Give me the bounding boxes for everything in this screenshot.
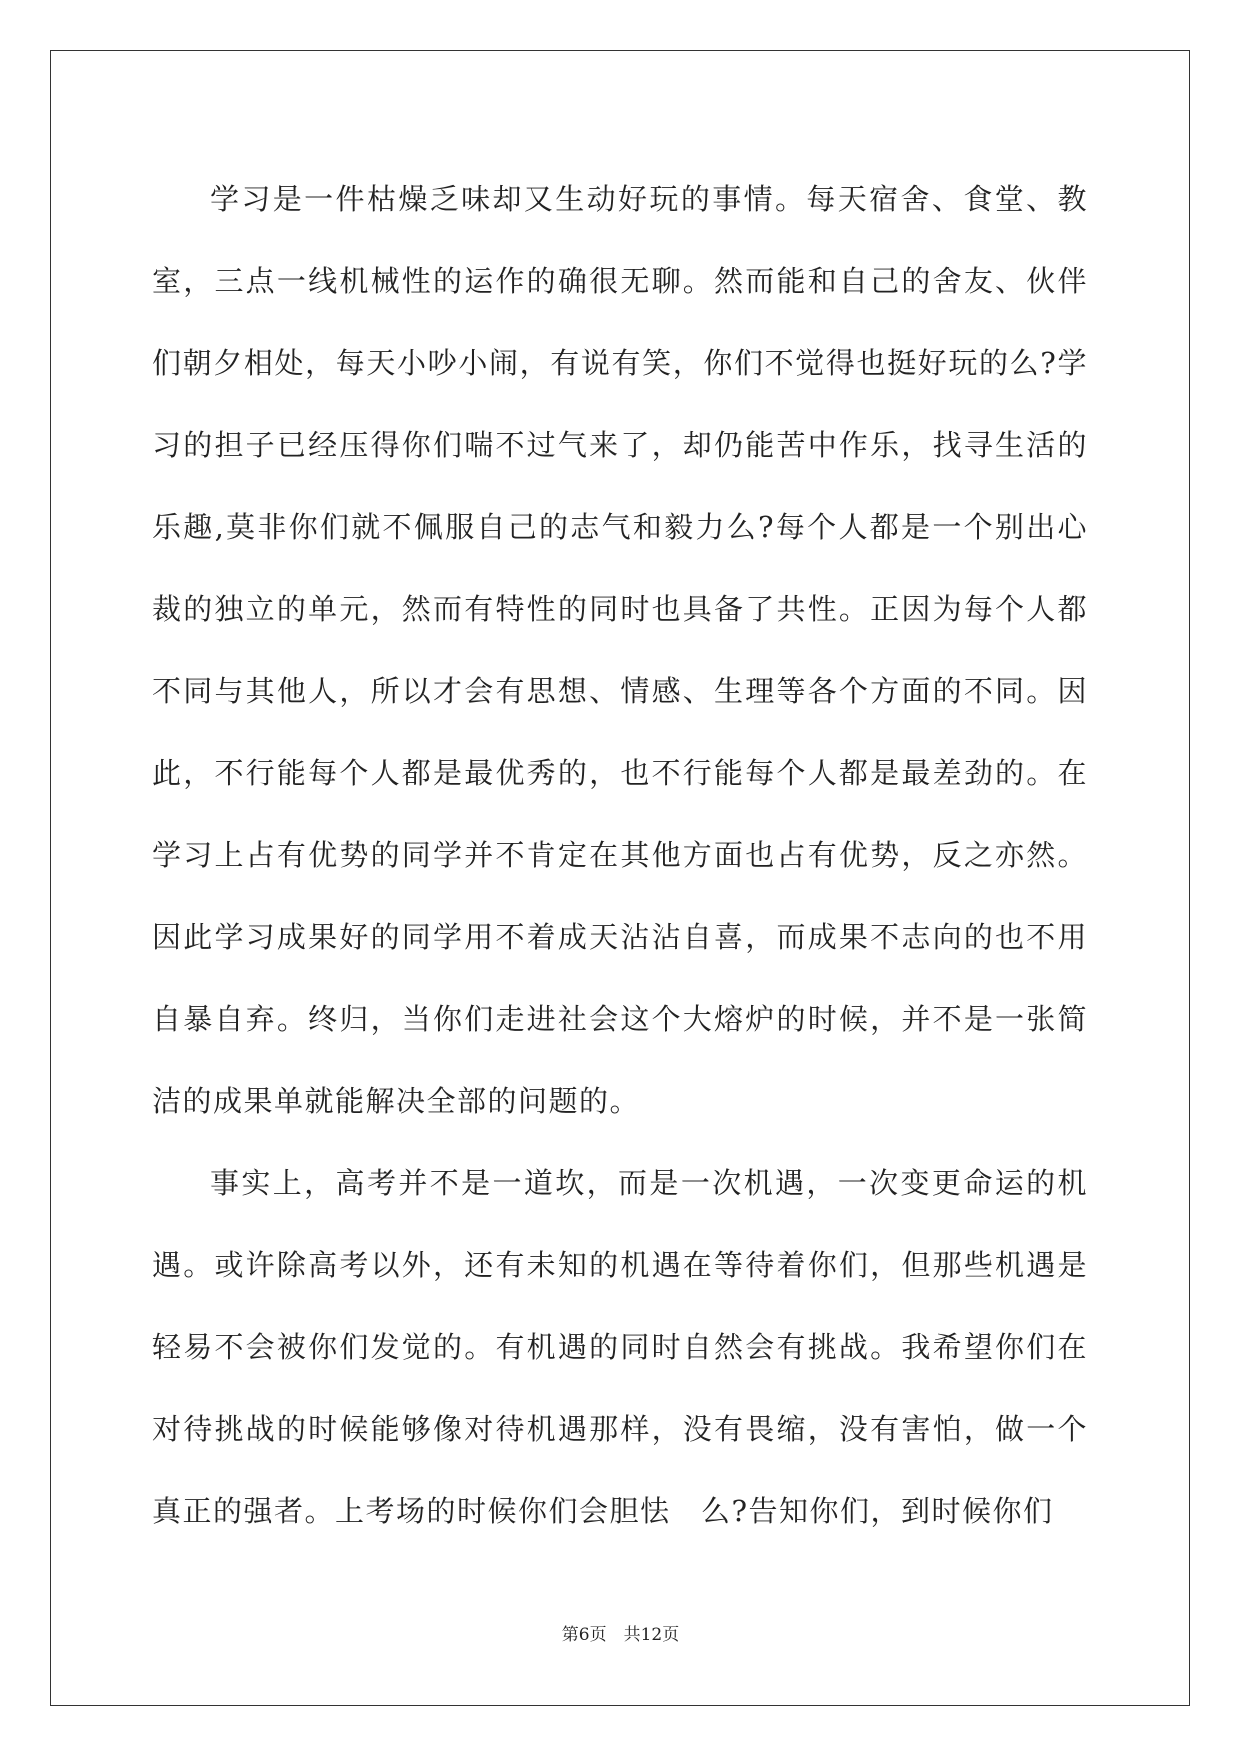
paragraph-2: 事实上，高考并不是一道坎，而是一次机遇，一次变更命运的机遇。或许除高考以外，还有未知的机遇在等待着你们，但那些机遇是轻易不会被你们发觉的。有机遇的同时自然会有挑战。我希望你们在对待挑战的时候能够像对待机遇那样，没有畏缩，没有害怕，做一个真正的强者。上考场的时候你们会胆怯 么?告知你们，到时候你们	[152, 1166, 1088, 1528]
page-number-footer: 第6页 共12页	[561, 1625, 680, 1645]
document-body	[152, 158, 1088, 1552]
paragraph-1: 学习是一件枯燥乏味却又生动好玩的事情。每天宿舍、食堂、教室，三点一线机械性的运作的确很无聊。然而能和自己的舍友、伙伴们朝夕相处，每天小吵小闹，有说有笑，你们不觉得也挺好玩的么?学习的担子已经压得你们喘不过气来了，却仍能苦中作乐，找寻生活的乐趣,莫非你们就不佩服自己的志气和毅力么?每个人都是一个别出心裁的独立的单元，然而有特性的同时也具备了共性。正因为每个人都不同与其他人，所以才会有思想、情感、生理等各个方面的不同。因此，不行能每个人都是最优秀的，也不行能每个人都是最差劲的。在学习上占有优势的同学并不肯定在其他方面也占有优势，反之亦然。因此学习成果好的同学用不着成天沾沾自喜，而成果不志向的也不用自暴自弃。终归，当你们走进社会这个大熔炉的时候，并不是一张简洁的成果单就能解决全部的问题的。	[152, 182, 1088, 1118]
